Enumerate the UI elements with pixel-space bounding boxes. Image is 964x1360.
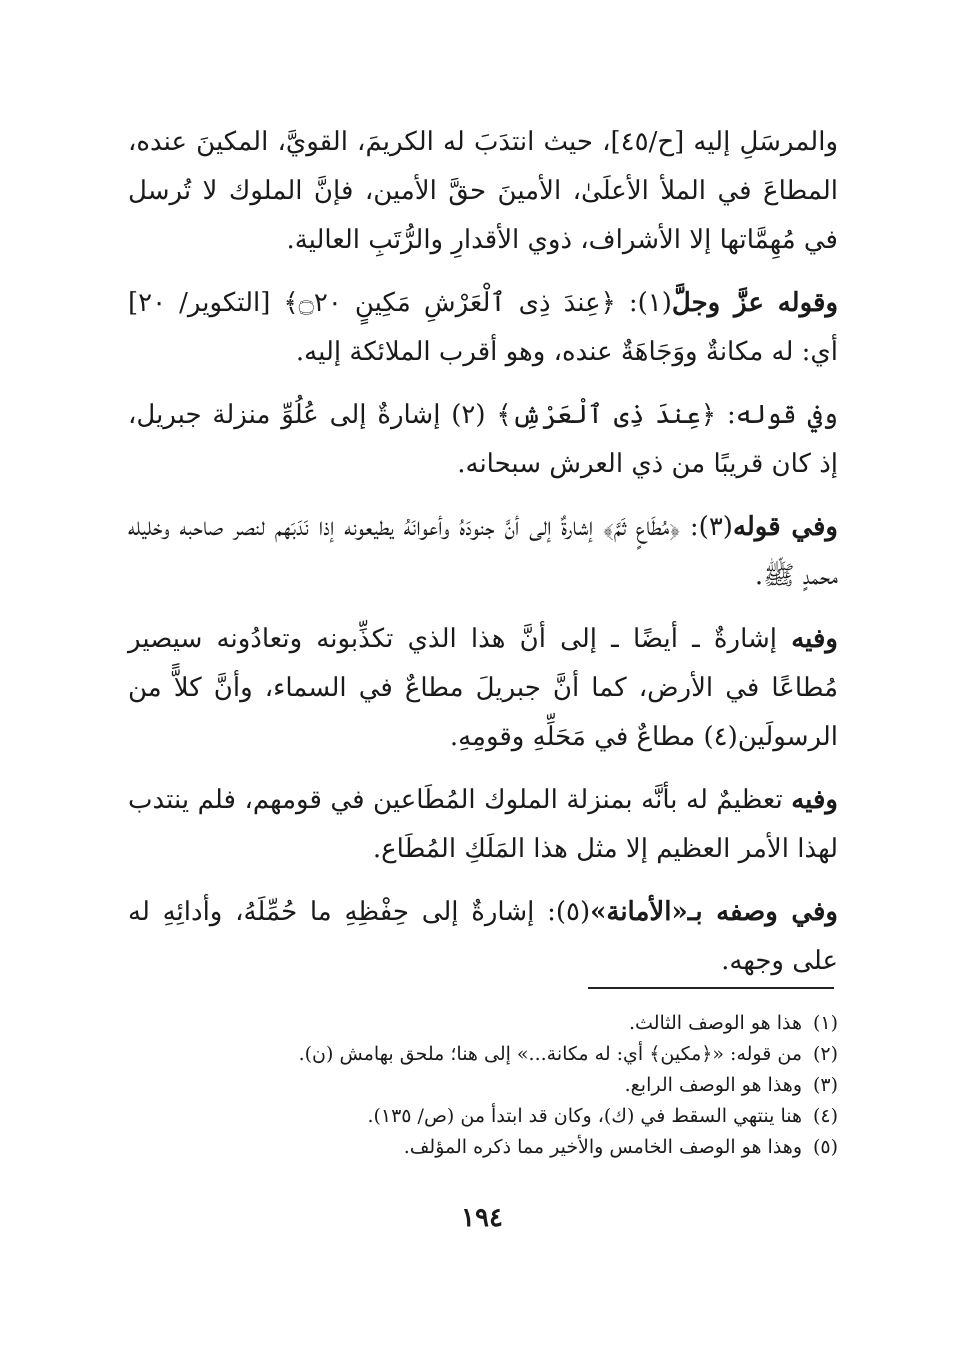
footnote-number: (١) [812,1012,838,1034]
footnote-2 [128,1039,838,1070]
paragraph-text: (١): ﴿عِندَ ذِى ٱلْعَرْشِ مَكِينٍ ۝٢٠﴾ [التكوير/ ٢٠] أي: له مكانةٌ ووَجَاهَةٌ عنده، وهو أقرب الملائكة إليه. [128,288,838,367]
paragraph-3 [128,391,838,489]
page-number: ١٩٤ [461,1203,503,1233]
footnote-number: (٤) [812,1105,838,1127]
footnote-number: (٣) [812,1074,838,1096]
footnote-divider [588,987,834,989]
paragraph-text: (٥): إشارةٌ إلى حِفْظِهِ ما حُمِّلَهُ، وأدائِهِ له على وجهه. [128,897,838,976]
footnote-4 [128,1101,838,1132]
paragraph-4 [128,503,838,601]
footnote-1 [128,1008,838,1039]
paragraph-7 [128,888,838,986]
paragraph-5 [128,615,838,762]
paragraph-lead: وفيه [791,785,838,815]
paragraph-text: تعظيمٌ له بأنَّه بمنزلة الملوك المُطَاعين في قومهم، فلم ينتدب لهذا الأمر العظيم إلا مثل هذا المَلَكِ المُطَاع. [128,785,838,864]
paragraph-2 [128,279,838,377]
paragraph-lead: وفيه [791,624,838,654]
footnote-number: (٥) [812,1136,838,1158]
paragraph-lead: وقوله عزَّ وجلَّ [671,288,839,318]
paragraph-text: والمرسَلِ إليه [ح/٤٥]، حيث انتدَبَ له الكريمَ، القويَّ، المكينَ عنده، المطاعَ في الملأ الأعلَىٰ، الأمينَ حقَّ الأمين، فإنَّ الملوك لا تُرسل في مُهِمَّاتها إلا الأشراف، ذوي الأقدارِ والرُّتَبِ العالية. [128,127,839,255]
footnote-text: هذا هو الوصف الثالث. [629,1012,802,1034]
footnotes [128,1008,838,1163]
paragraph-1 [128,118,838,265]
paragraph-lead: وفي وصفه بـ«الأمانة» [590,897,838,927]
footnote-text: وهذا هو الوصف الرابع. [624,1074,802,1096]
footnote-text: وهذا هو الوصف الخامس والأخير مما ذكره المؤلف. [403,1136,802,1158]
footnote-text: من قوله: «﴿مكين﴾ أي: له مكانة...» إلى هنا؛ ملحق بهامش (ن). [298,1043,802,1065]
paragraph-lead: وفي قوله [732,512,838,542]
main-text [128,118,838,1000]
footnote-number: (٢) [812,1043,838,1065]
paragraph-6 [128,776,838,874]
paragraph-text: وفي قوله: ﴿عِندَ ذِى ٱلْعَرْشِ﴾ (٢) إشارةٌ إلى عُلُوِّ منزلة جبريل، إذ كان قريبًا من ذي العرش سبحانه. [128,400,838,479]
footnote-5 [128,1132,838,1163]
footnote-3 [128,1070,838,1101]
paragraph-text: إشارةٌ ـ أيضًا ـ إلى أنَّ هذا الذي تكذِّبونه وتعادُونه سيصير مُطاعًا في الأرض، كما أنَّ جبريلَ مطاعٌ في السماء، وأنَّ كلاًّ من الرسولَين(٤) مطاعٌ في مَحَلِّهِ وقومِهِ. [128,624,838,752]
paragraph-text: (٣): ﴿مُطَاعٍ ثَمَّ﴾ إشارةٌ إلى أنَّ جنودَهُ وأعوانَهُ يطيعونه إذا نَدَبَهم لنصر صاحبه وخليله محمدٍ ﷺ. [128,512,838,591]
footnote-text: هنا ينتهي السقط في (ك)، وكان قد ابتدأ من (ص/ ١٣٥). [367,1105,802,1127]
